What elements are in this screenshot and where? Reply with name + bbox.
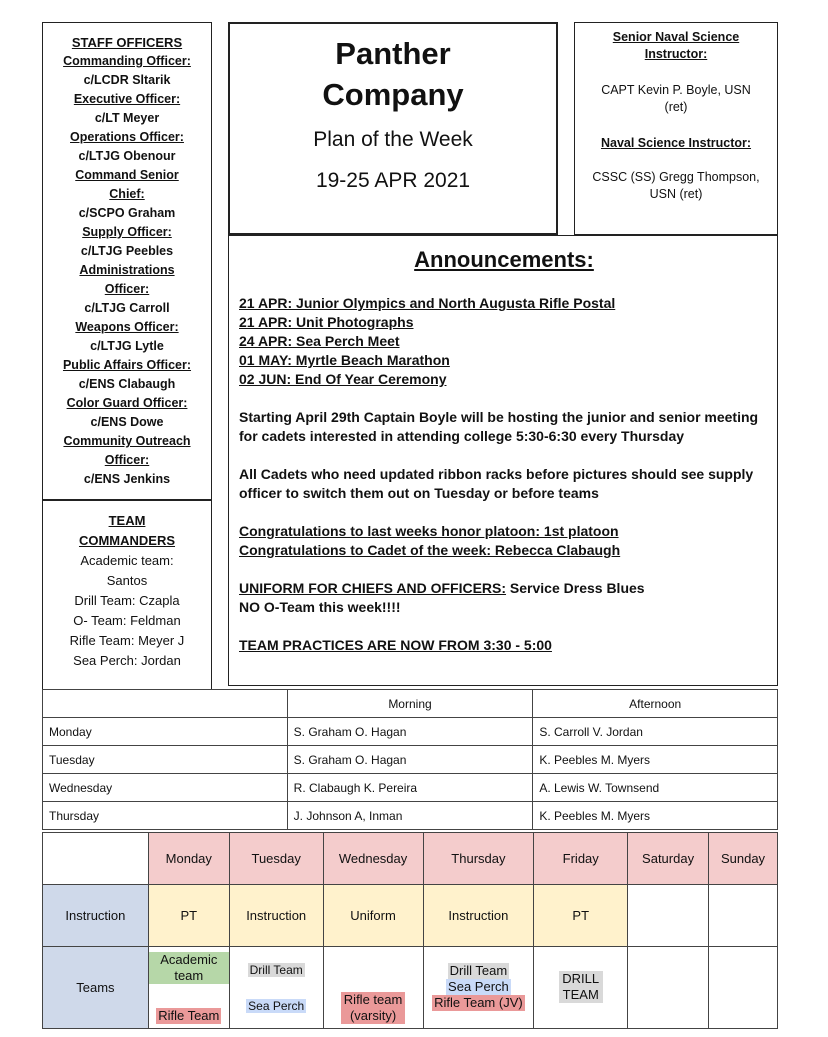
rifle-team-label: Rifle Team <box>158 1007 220 1023</box>
instruction-cell <box>709 885 778 947</box>
table-row <box>43 718 778 746</box>
staff-role: Command Senior Chief: <box>75 168 179 201</box>
schedule-day-header: Friday <box>534 833 628 885</box>
staff-heading: STAFF OFFICERS <box>71 35 183 50</box>
schedule-day-header: Saturday <box>628 833 709 885</box>
honor-platoon-congrats: Congratulations to last weeks honor platoon: 1st platoon <box>239 523 619 539</box>
team-commanders-panel <box>42 500 212 690</box>
senior-instructor-role: Senior Naval Science Instructor: <box>612 30 740 61</box>
team-commander-item: Rifle Team: Meyer J <box>69 633 185 648</box>
announcement-date-item: 24 APR: Sea Perch Meet <box>239 333 400 349</box>
staff-role: Public Affairs Officer: <box>62 358 192 372</box>
instruction-cell: Instruction <box>229 885 323 947</box>
naval-instructor-role: Naval Science Instructor: <box>600 136 752 150</box>
staff-role: Community Outreach Officer: <box>63 434 191 467</box>
drill-team-label: Drill Team <box>249 962 303 977</box>
staff-officers-panel <box>42 22 212 500</box>
announcement-date-item: 02 JUN: End Of Year Ceremony <box>239 371 447 387</box>
team-practice-note: TEAM PRACTICES ARE NOW FROM 3:30 - 5:00 <box>239 637 552 653</box>
sea-perch-label: Sea Perch <box>248 998 305 1013</box>
teams-cell-friday <box>534 947 628 1029</box>
table-header-cell: Morning <box>287 690 533 718</box>
staff-name: c/ENS Clabaugh <box>78 377 176 391</box>
instruction-cell: PT <box>148 885 229 947</box>
title-panel <box>228 22 558 235</box>
instruction-cell <box>628 885 709 947</box>
instruction-row-label: Instruction <box>43 885 149 947</box>
table-cell: A. Lewis W. Townsend <box>533 774 778 802</box>
staff-name: c/LTJG Carroll <box>84 301 170 315</box>
instruction-cell: Uniform <box>323 885 423 947</box>
staff-name: c/LT Meyer <box>94 111 160 125</box>
naval-instructor-name: CSSC (SS) Gregg Thompson, USN (ret) <box>592 170 760 201</box>
schedule-day-header: Tuesday <box>229 833 323 885</box>
drill-team-label: Drill Team <box>449 963 508 978</box>
table-row <box>43 774 778 802</box>
schedule-header-row <box>43 833 778 885</box>
staff-name: c/LCDR Sltarik <box>83 73 171 87</box>
table-cell: Thursday <box>43 802 288 830</box>
rifle-jv-label: Rifle Team (JV) <box>434 995 523 1010</box>
table-cell: Wednesday <box>43 774 288 802</box>
title-subtitle: Plan of the Week <box>313 128 473 151</box>
table-cell: S. Graham O. Hagan <box>287 746 533 774</box>
college-meeting-note: Starting April 29th Captain Boyle will be hosting the junior and senior meeting for cadets interested in attending college 5:30-6:30 every Thursday <box>239 409 759 444</box>
drill-team-label: DRILL TEAM <box>559 971 603 1003</box>
teams-cell-thursday <box>423 947 534 1029</box>
staff-item <box>47 432 207 489</box>
staff-role: Commanding Officer: <box>63 54 191 68</box>
teams-cell-tuesday <box>229 947 323 1029</box>
staff-item <box>47 223 207 261</box>
table-cell: Tuesday <box>43 746 288 774</box>
teams-cell-saturday <box>628 947 709 1029</box>
staff-name: c/ENS Jenkins <box>83 472 171 486</box>
weekly-schedule-table <box>42 832 778 1029</box>
instructors-panel <box>574 22 778 235</box>
team-commander-item: Drill Team: Czapla <box>74 593 180 608</box>
uniform-value: Service Dress Blues <box>506 580 645 596</box>
announcements-heading: Announcements: <box>414 247 594 272</box>
title-date-range: 19-25 APR 2021 <box>315 169 471 192</box>
schedule-day-header: Wednesday <box>323 833 423 885</box>
staff-item <box>47 261 207 318</box>
staff-role: Supply Officer: <box>82 225 172 239</box>
congrats-block <box>239 522 769 560</box>
instruction-cell: Instruction <box>423 885 534 947</box>
staff-name: c/SCPO Graham <box>78 206 176 220</box>
table-cell: S. Carroll V. Jordan <box>533 718 778 746</box>
sea-perch-label: Sea Perch <box>448 979 509 994</box>
team-commanders-heading: TEAM COMMANDERS <box>78 513 176 548</box>
schedule-day-header: Sunday <box>709 833 778 885</box>
table-cell: Monday <box>43 718 288 746</box>
staff-item <box>47 128 207 166</box>
no-oteam-note: NO O-Team this week!!!! <box>239 599 401 615</box>
rifle-varsity-label: Rifle team (varsity) <box>341 992 405 1024</box>
team-commander-item: Sea Perch: Jordan <box>73 653 181 668</box>
instruction-row <box>43 885 778 947</box>
staff-item <box>47 52 207 90</box>
schedule-day-header: Thursday <box>423 833 534 885</box>
title-company-line2: Company <box>322 77 464 112</box>
announcement-date-item: 21 APR: Junior Olympics and North Augusta Rifle Postal <box>239 295 616 311</box>
table-row <box>43 802 778 830</box>
uniform-label: UNIFORM FOR CHIEFS AND OFFICERS: <box>239 580 507 596</box>
title-company-line1: Panther <box>335 36 451 71</box>
staff-name: c/LTJG Peebles <box>80 244 174 258</box>
staff-role: Weapons Officer: <box>75 320 179 334</box>
announcement-date-item: 01 MAY: Myrtle Beach Marathon <box>239 352 450 368</box>
table-cell: R. Clabaugh K. Pereira <box>287 774 533 802</box>
staff-role: Executive Officer: <box>73 92 181 106</box>
staff-role: Administrations Officer: <box>79 263 175 296</box>
teams-row-label: Teams <box>43 947 149 1029</box>
staff-name: c/LTJG Obenour <box>78 149 176 163</box>
schedule-corner-cell <box>43 833 149 885</box>
cadet-of-week-congrats: Congratulations to Cadet of the week: Rebecca Clabaugh <box>239 542 621 558</box>
duty-roster-table <box>42 689 778 830</box>
table-header-cell: Afternoon <box>533 690 778 718</box>
staff-name: c/ENS Dowe <box>90 415 164 429</box>
staff-role: Color Guard Officer: <box>66 396 188 410</box>
staff-item <box>47 90 207 128</box>
instruction-cell: PT <box>534 885 628 947</box>
schedule-day-header: Monday <box>148 833 229 885</box>
announcement-date-item: 21 APR: Unit Photographs <box>239 314 414 330</box>
staff-item <box>47 318 207 356</box>
team-commander-item: Academic team: Santos <box>80 553 174 588</box>
announcements-panel <box>228 235 778 686</box>
table-cell: J. Johnson A, Inman <box>287 802 533 830</box>
table-row <box>43 746 778 774</box>
uniform-block <box>239 579 769 617</box>
table-cell: K. Peebles M. Myers <box>533 802 778 830</box>
staff-name: c/LTJG Lytle <box>90 339 164 353</box>
table-header-row <box>43 690 778 718</box>
teams-row <box>43 947 778 1029</box>
teams-cell-wednesday <box>323 947 423 1029</box>
staff-item <box>47 394 207 432</box>
staff-item <box>47 166 207 223</box>
staff-item <box>47 356 207 394</box>
academic-team-label: Academic team <box>149 952 229 984</box>
table-cell: K. Peebles M. Myers <box>533 746 778 774</box>
team-commander-item: O- Team: Feldman <box>73 613 181 628</box>
teams-cell-sunday <box>709 947 778 1029</box>
teams-cell-monday <box>148 947 229 1029</box>
table-header-cell <box>43 690 288 718</box>
senior-instructor-name: CAPT Kevin P. Boyle, USN (ret) <box>601 83 751 114</box>
staff-role: Operations Officer: <box>70 130 184 144</box>
ribbon-rack-note: All Cadets who need updated ribbon racks before pictures should see supply officer to switch them out on Tuesday or before teams <box>239 466 754 501</box>
table-cell: S. Graham O. Hagan <box>287 718 533 746</box>
